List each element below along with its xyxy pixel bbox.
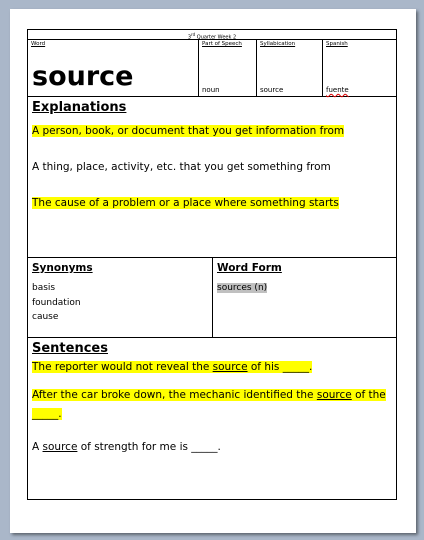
spanish-label: Spanish [326, 41, 348, 47]
part-of-speech-cell [198, 40, 256, 96]
word-form-cell [212, 258, 396, 337]
document-page [10, 9, 416, 533]
word-cell [28, 40, 198, 96]
syllabication-cell [256, 40, 322, 96]
vocab-word: source [32, 61, 134, 92]
syllabication-value: source [260, 86, 284, 94]
explanation-1: A person, book, or document that you get information from [32, 125, 345, 137]
word-label: Word [31, 41, 46, 47]
week-ordinal: rd [191, 32, 196, 37]
explanations-section [28, 97, 396, 258]
synonym-item: basis [32, 283, 56, 293]
sentence-2: After the car broke down, the mechanic identified the source of the _____. [32, 389, 386, 420]
syllabication-label: Syllabication [260, 41, 296, 47]
explanation-2: A thing, place, activity, etc. that you get something from [32, 161, 331, 173]
week-header [28, 30, 396, 40]
week-label: Quarter Week 2 [195, 34, 237, 41]
synonyms-wordform-row [28, 258, 396, 338]
vocabulary-sheet [27, 29, 397, 500]
synonym-item: cause [32, 312, 59, 322]
explanation-3: The cause of a problem or a place where something starts [32, 197, 339, 209]
sentences-title: Sentences [32, 341, 108, 356]
explanations-title: Explanations [32, 100, 127, 115]
synonyms-cell [28, 258, 212, 337]
part-of-speech-value: noun [202, 86, 220, 94]
synonyms-list [32, 281, 208, 325]
sentence-1: The reporter would not reveal the source of his _____. [32, 361, 313, 373]
week-number: 3 [187, 34, 192, 41]
spanish-value: fuente [326, 86, 349, 94]
spanish-cell [322, 40, 396, 96]
synonyms-title: Synonyms [32, 262, 93, 274]
word-form-list [217, 281, 392, 296]
sentence-3: A source of strength for me is _____. [32, 441, 221, 453]
word-row [28, 40, 396, 97]
part-of-speech-label: Part of Speech [202, 41, 242, 47]
synonym-item: foundation [32, 297, 81, 308]
word-form-title: Word Form [217, 262, 282, 274]
sentences-section [28, 338, 396, 457]
word-form-value: sources (n) [217, 283, 268, 293]
